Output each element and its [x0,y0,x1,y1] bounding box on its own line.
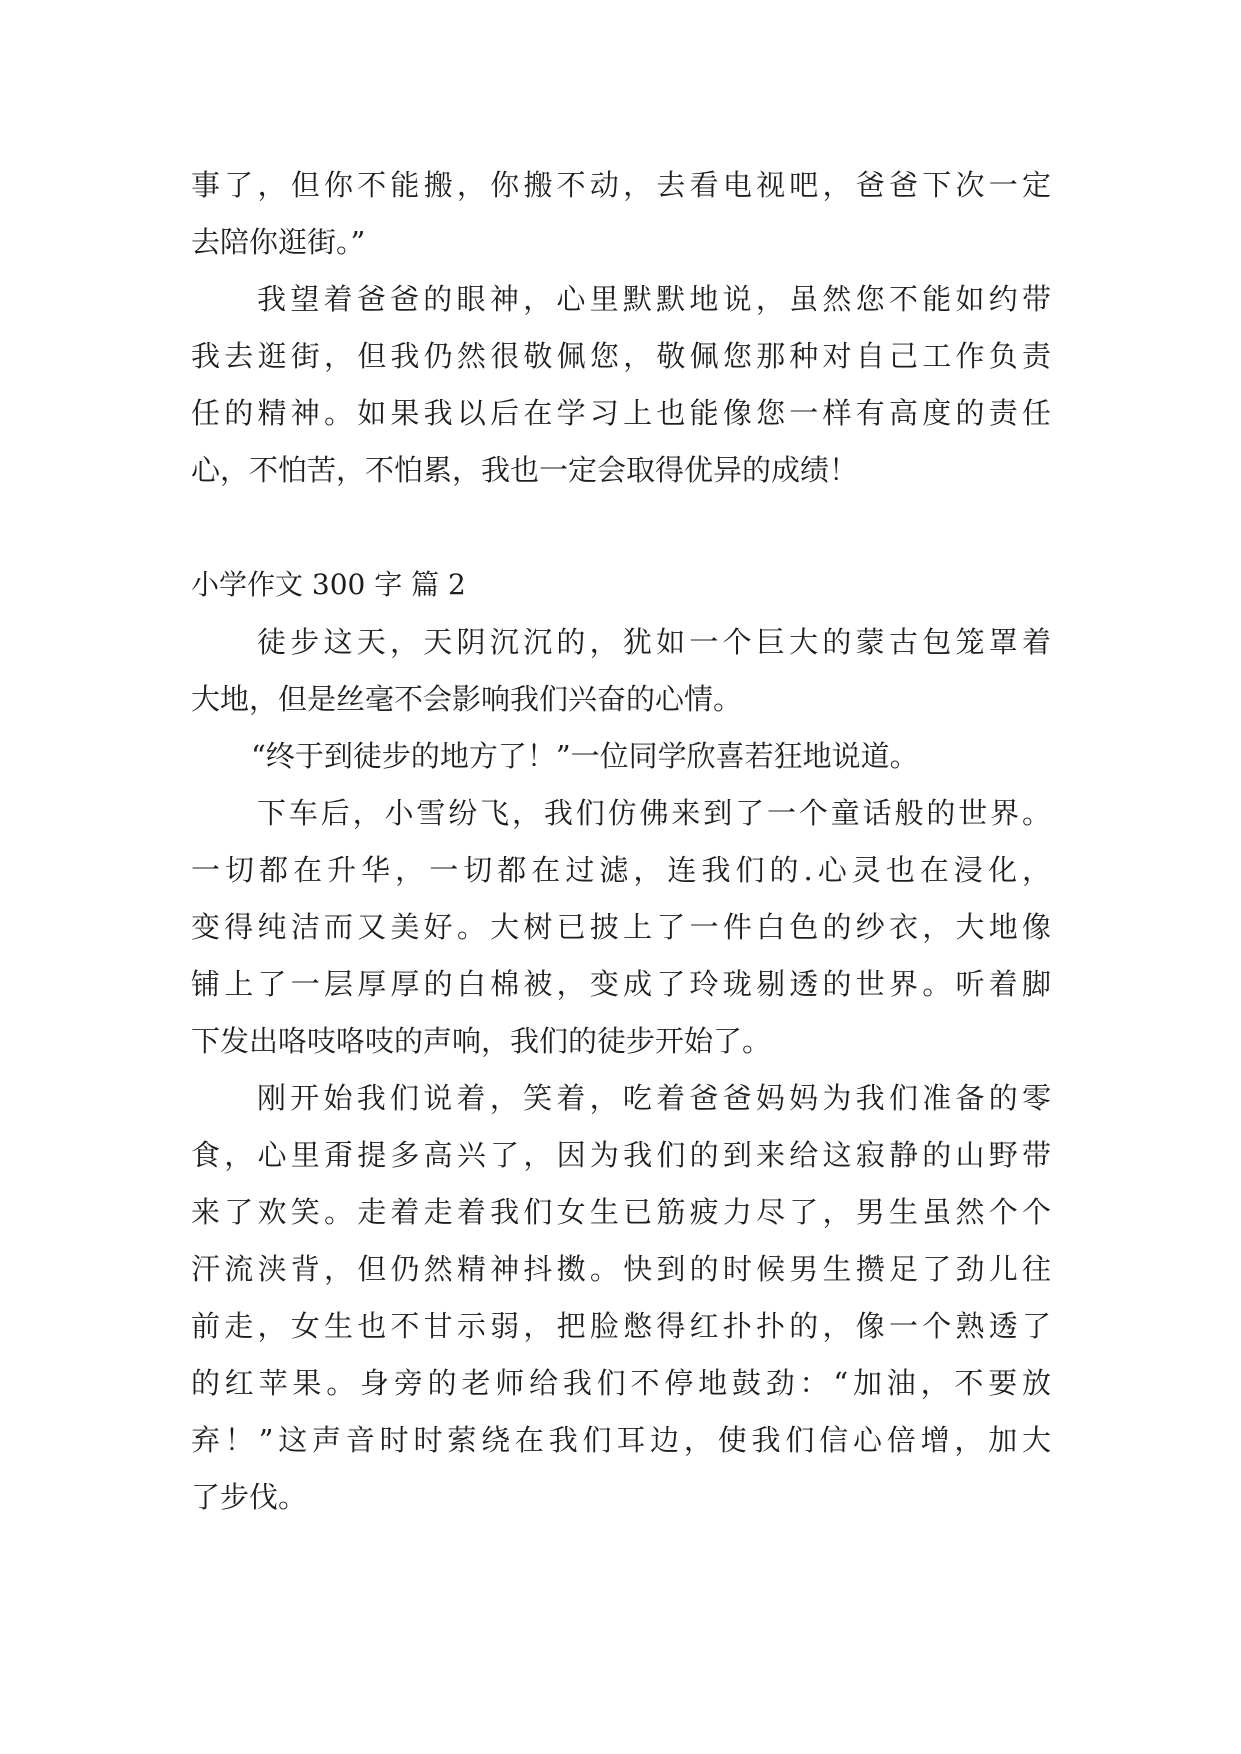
text-line: 的红苹果。身旁的老师给我们不停地鼓劲：“加油，不要放 [191,1366,1051,1400]
text-line: 去陪你逛街。” [191,225,366,259]
text-line: 汗流浃背，但仍然精神抖擞。快到的时候男生攒足了劲儿往 [191,1252,1051,1286]
text-line: 食，心里甭提多高兴了，因为我们的到来给这寂静的山野带 [191,1138,1051,1172]
text-line: 我去逛街，但我仍然很敬佩您，敬佩您那种对自己工作负责 [191,339,1051,373]
text-line: 心，不怕苦，不怕累，我也一定会取得优异的成绩！ [191,453,859,487]
text-line: 大地，但是丝毫不会影响我们兴奋的心情。 [191,682,743,716]
paragraph-first-line: 刚开始我们说着，笑着，吃着爸爸妈妈为我们准备的零 [257,1081,1051,1115]
paragraph-first-line: 下车后，小雪纷飞，我们仿佛来到了一个童话般的世界。 [257,796,1051,830]
paragraph-first-line: 我望着爸爸的眼神，心里默默地说，虽然您不能如约带 [257,282,1051,316]
text-line: 事了，但你不能搬，你搬不动，去看电视吧，爸爸下次一定 [191,168,1051,202]
text-line: 前走，女生也不甘示弱，把脸憋得红扑扑的，像一个熟透了 [191,1309,1051,1343]
section-heading: 小学作文 300 字 篇 2 [191,568,466,601]
text-line: 一切都在升华，一切都在过滤，连我们的.心灵也在浸化， [191,853,1051,887]
paragraph-first-line: 徒步这天，天阴沉沉的，犹如一个巨大的蒙古包笼罩着 [257,625,1051,659]
text-line: 变得纯洁而又美好。大树已披上了一件白色的纱衣，大地像 [191,910,1051,944]
paragraph-first-line: “终于到徒步的地方了！”一位同学欣喜若狂地说道。 [251,739,919,773]
text-line: 了步伐。 [191,1480,308,1514]
text-line: 铺上了一层厚厚的白棉被，变成了玲珑剔透的世界。听着脚 [191,967,1051,1001]
text-line: 来了欢笑。走着走着我们女生已筋疲力尽了，男生虽然个个 [191,1195,1051,1229]
text-line: 弃！”这声音时时萦绕在我们耳边，使我们信心倍增，加大 [191,1423,1051,1457]
text-line: 任的精神。如果我以后在学习上也能像您一样有高度的责任 [191,396,1051,430]
text-line: 下发出咯吱咯吱的声响，我们的徒步开始了。 [191,1024,772,1058]
